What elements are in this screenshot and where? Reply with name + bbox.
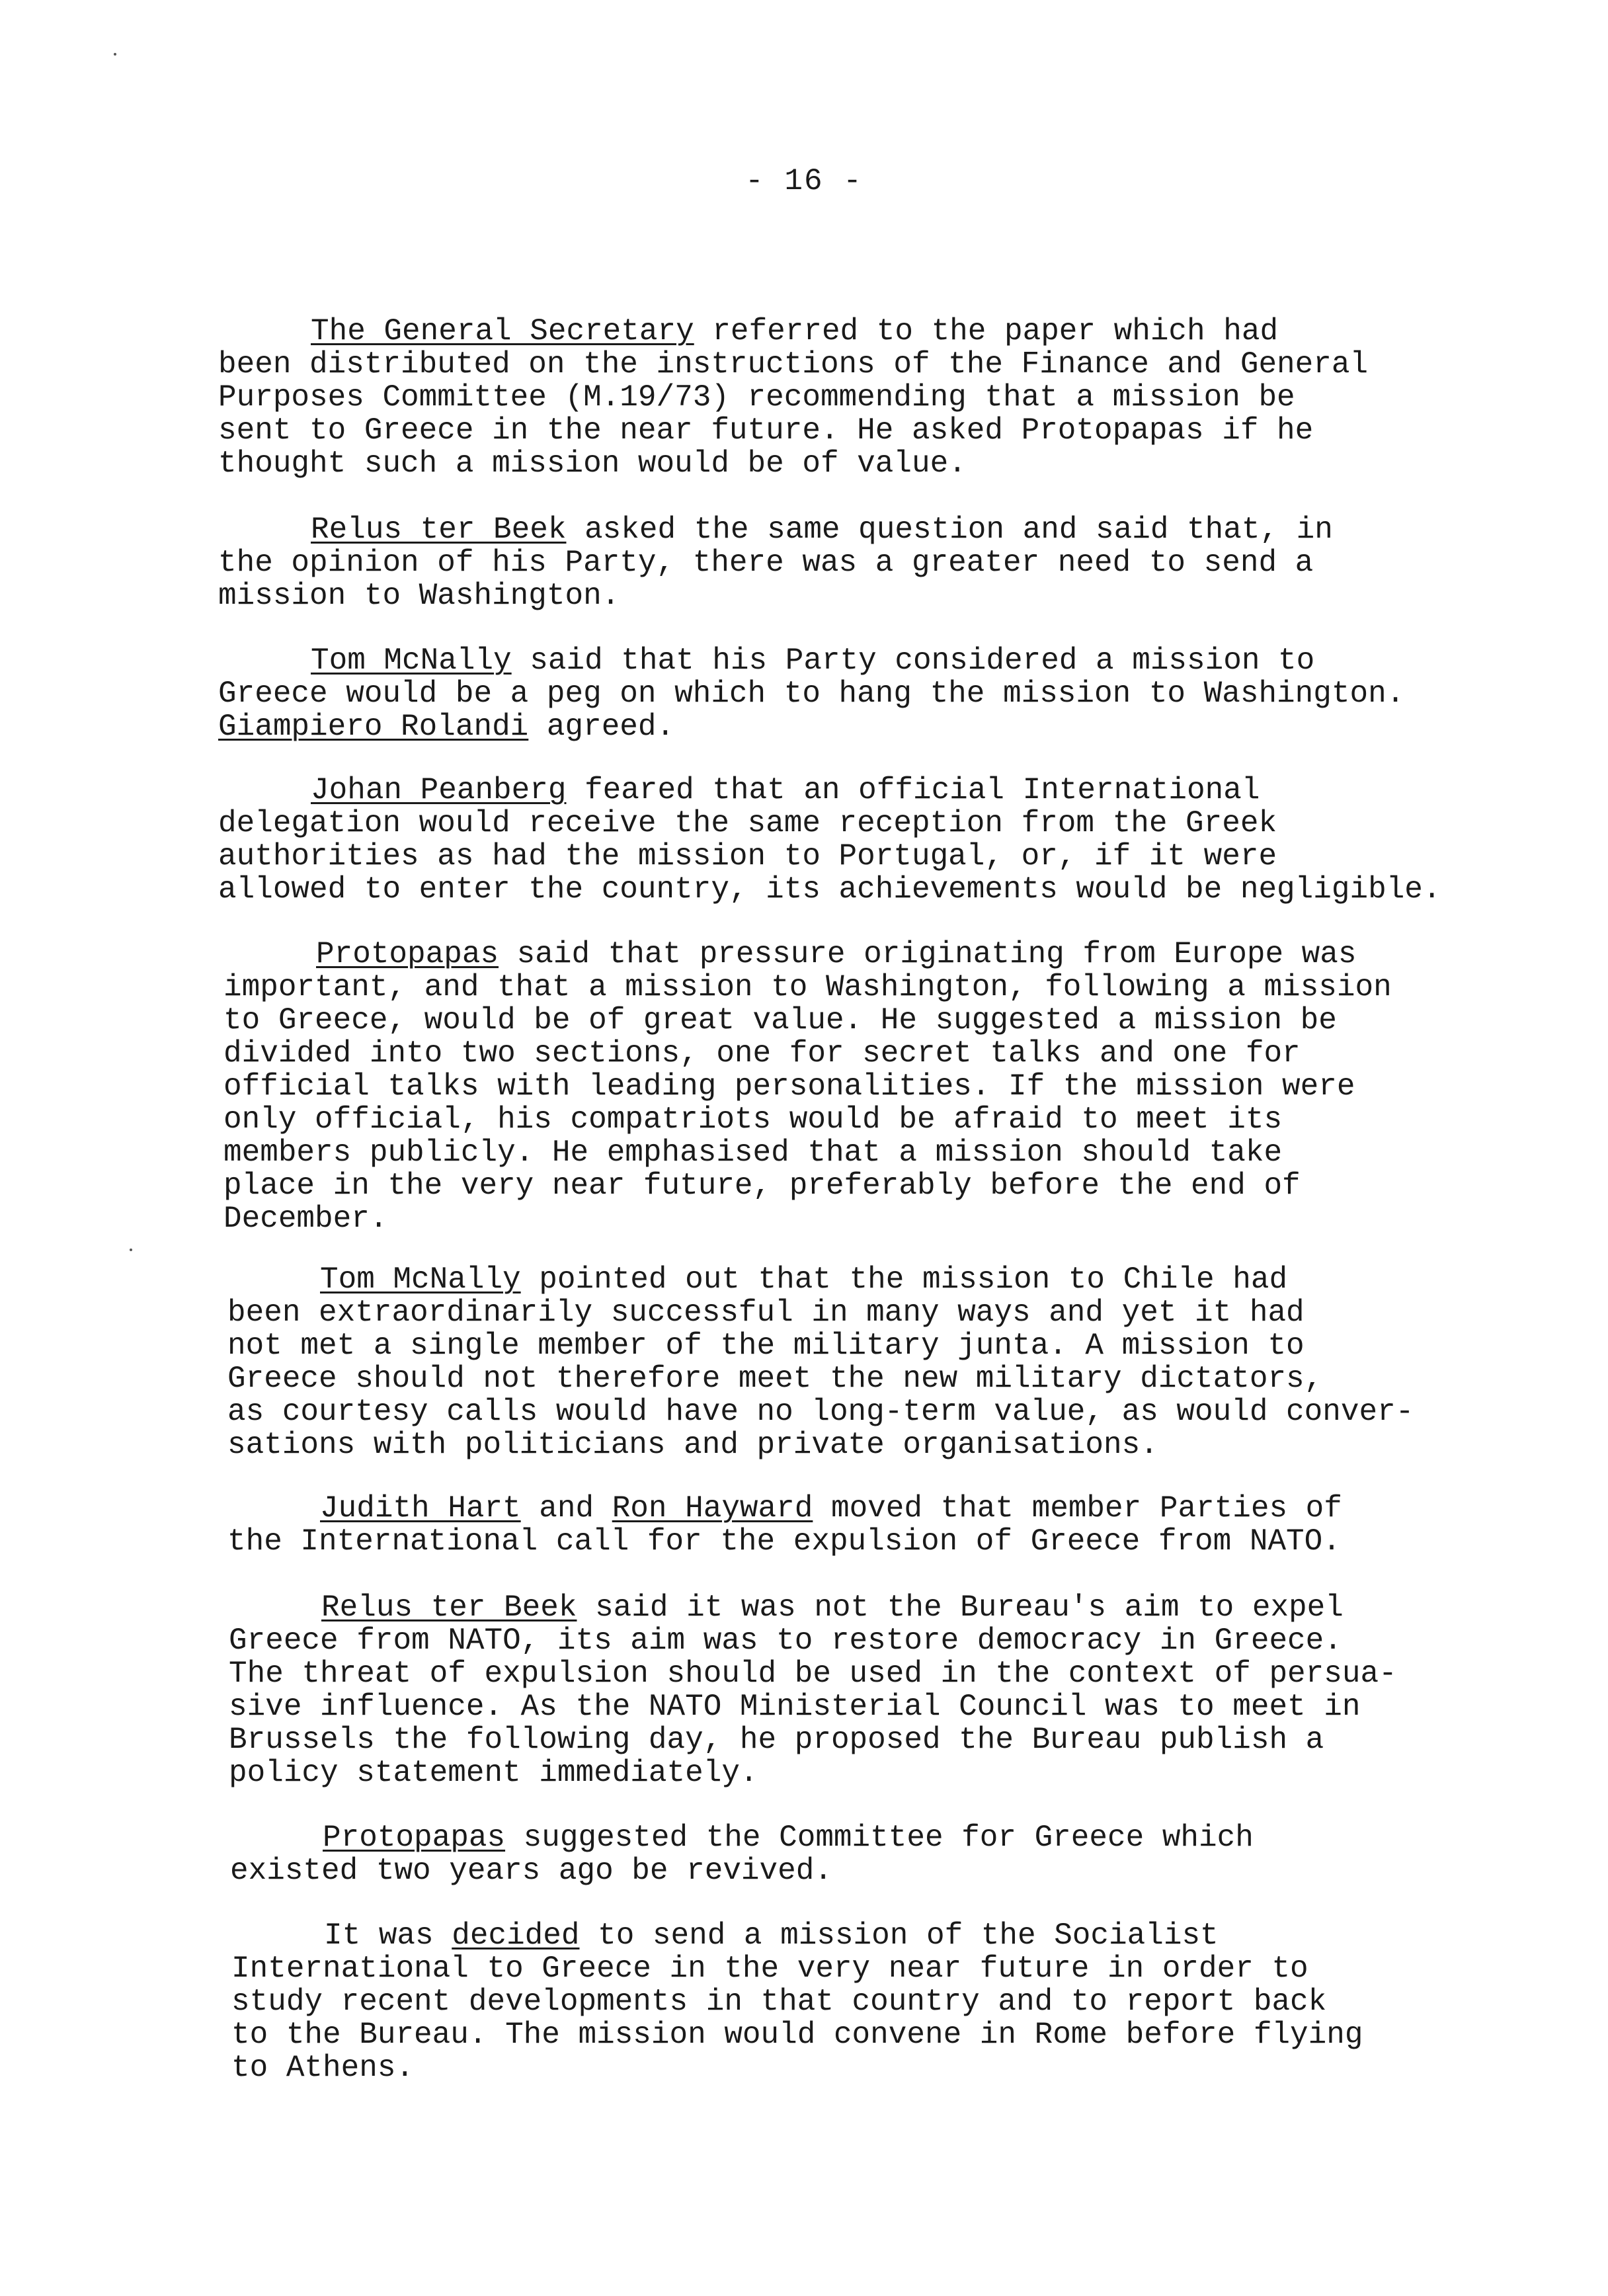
paragraph-text: agreed. (546, 710, 675, 744)
paragraph-johan-peanberg (218, 774, 1514, 906)
speaker-name: Johan Peanberg (311, 773, 567, 807)
speaker-name: Ron Hayward (612, 1491, 813, 1526)
speaker-name: Tom McNally (311, 643, 512, 678)
speaker-name: Giampiero Rolandi (218, 710, 529, 744)
paragraph-prefix: It was (324, 1918, 434, 1953)
paragraph-text: to send a mission of the Socialist International to Greece in the very near future in order to study recent developments in that country and to report back to the Bureau. The mission would convene in Rome before flying to Athens. (231, 1918, 1363, 2085)
paragraph-relus-ter-beek (218, 513, 1514, 612)
paragraph-general-secretary (218, 315, 1514, 480)
paragraph-text: said it was not the Bureau's aim to expel Greece from NATO, its aim was to restore democracy in Greece. The threat of expulsion should be used in the context of persua- sive influence. As the NATO Ministerial Council was to meet in Brussels the following day, he proposed the Bureau publish a policy statement immediately. (229, 1590, 1397, 1790)
scan-speck (130, 1249, 132, 1251)
paragraph-text: referred to the paper which had been distributed on the instructions of the Finance and General Purposes Committee (M.19/73) recommending that a mission be sent to Greece in the near future. He asked Protopapas if he thought such a mission would be of value. (218, 314, 1369, 481)
speaker-name: Protopapas (323, 1821, 506, 1855)
paragraph-text: moved that member Parties of the International call for the expulsion of Greece from NATO. (227, 1491, 1342, 1559)
speaker-name: Tom McNally (320, 1262, 521, 1297)
paragraph-tom-mcnally-2 (227, 1263, 1523, 1461)
paragraph-text: feared that an official International delegation would receive the same reception from the Greek authorities as had the mission to Portugal, or, if it were allowed to enter the country, its achievements would be negligible. (218, 773, 1441, 907)
page-number: - 16 - (745, 164, 863, 198)
paragraph-text: pointed out that the mission to Chile had been extraordinarily successful in many ways and yet it had not met a single member of the military junta. A mission to Greece should not therefore meet the new military dictators, as courtesy calls would have no long-term value, as would conver- sations with politicians and private organisations. (227, 1262, 1414, 1462)
paragraph-tom-mcnally (218, 644, 1514, 743)
paragraph-protopapas (223, 938, 1519, 1235)
paragraph-text: said that his Party considered a mission to Greece would be a peg on which to hang the mission to Washington. (218, 643, 1405, 711)
paragraph-judith-hart (227, 1492, 1523, 1558)
speaker-name: The General Secretary (311, 314, 694, 348)
paragraph-protopapas-2 (230, 1821, 1526, 1887)
speaker-name: Relus ter Beek (321, 1590, 577, 1625)
speaker-name: Judith Hart (320, 1491, 521, 1526)
decision-word: decided (452, 1918, 580, 1953)
speaker-name: Protopapas (316, 937, 499, 971)
paragraph-text: asked the same question and said that, in the opinion of his Party, there was a greater need to send a mission to Washington. (218, 512, 1333, 613)
paragraph-text: said that pressure originating from Europe was important, and that a mission to Washington, following a mission to Greece, would be of great value. He suggested a mission be divided into two sections, one for secret talks and one for official talks with leading personalities. If the mission were only official, his compatriots would be afraid to meet its members publicly. He emphasised that a mission should take place in the very near future, preferably before the end of December. (223, 937, 1392, 1236)
paragraph-text: suggested the Committee for Greece which existed two years ago be revived. (230, 1821, 1254, 1888)
paragraph-decision (231, 1919, 1527, 2084)
paragraph-connector: and (539, 1491, 594, 1526)
paragraph-relus-ter-beek-2 (229, 1591, 1525, 1789)
scan-speck (114, 53, 116, 56)
speaker-name: Relus ter Beek (311, 512, 567, 547)
